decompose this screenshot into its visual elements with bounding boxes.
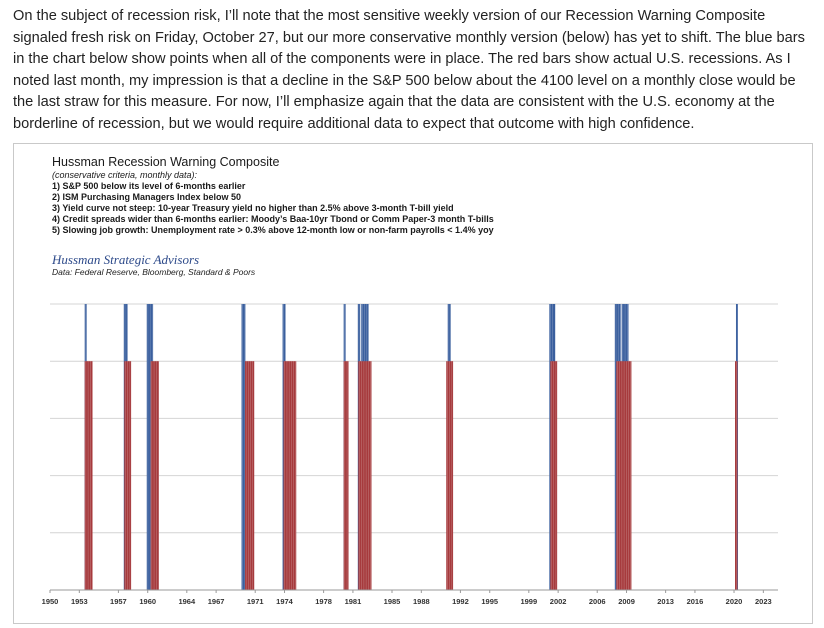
x-tick-label: 1964 xyxy=(178,597,196,606)
recession-chart xyxy=(14,144,812,623)
chart-panel xyxy=(13,143,813,624)
data-source: Data: Federal Reserve, Bloomberg, Standard & Poors xyxy=(52,267,256,277)
x-tick-label: 1957 xyxy=(110,597,127,606)
x-tick-label: 1999 xyxy=(520,597,538,606)
x-tick-label: 2023 xyxy=(754,597,772,606)
x-tick-label: 2006 xyxy=(588,597,606,606)
x-tick-label: 1992 xyxy=(452,597,469,606)
x-tick-label: 1967 xyxy=(207,597,225,606)
recession-bar xyxy=(358,361,371,590)
chart-title: Hussman Recession Warning Composite xyxy=(52,155,280,169)
x-tick-label: 2009 xyxy=(618,597,635,606)
criterion-4: 4) Credit spreads wider than 6-months earlier: Moody’s Baa-10yr Tbond or Comm Paper-3 month T-bills xyxy=(52,214,494,224)
criterion-1: 1) S&P 500 below its level of 6-months earlier xyxy=(52,181,246,191)
x-tick-label: 2020 xyxy=(725,597,743,606)
recession-bar xyxy=(284,361,297,590)
x-tick-label: 2013 xyxy=(657,597,674,606)
x-tick-label: 2016 xyxy=(686,597,704,606)
x-tick-label: 1988 xyxy=(412,597,430,606)
intro-paragraph: On the subject of recession risk, I’ll note that the most sensitive weekly version of our Recession Warning Composite signaled fresh risk on Friday, October 27, but our more conservative monthly version (below) has yet to shift. The blue bars in the chart below show points when all of the components were in place. The red bars show actual U.S. recessions. As I noted last month, my impression is that a decline in the S&P 500 below about the 4100 level on a monthly close would be the last straw for this measure. For now, I’ll emphasize again that the data are consistent with the U.S. economy at the borderline of recession, but we would require additional data to expect that outcome with high confidence. xyxy=(13,8,805,132)
x-tick-label: 2002 xyxy=(549,597,567,606)
x-tick-label: 1960 xyxy=(139,597,157,606)
x-tick-label: 1985 xyxy=(383,597,401,606)
criterion-5: 5) Slowing job growth: Unemployment rate > 0.3% above 12-month low or non-farm payrolls < 1.4% yoy xyxy=(52,225,494,235)
x-tick-label: 1971 xyxy=(246,597,264,606)
x-tick-label: 1950 xyxy=(41,597,59,606)
brand-name: Hussman Strategic Advisors xyxy=(52,252,200,267)
criterion-3: 3) Yield curve not steep: 10-year Treasury yield no higher than 2.5% above 3-month T-bill yield xyxy=(52,203,454,213)
x-tick-label: 1978 xyxy=(315,597,332,606)
x-tick-label: 1981 xyxy=(344,597,362,606)
x-tick-label: 1995 xyxy=(481,597,499,606)
criterion-2: 2) ISM Purchasing Managers Index below 50 xyxy=(52,192,242,202)
x-tick-label: 1974 xyxy=(276,597,293,606)
chart-subtitle: (conservative criteria, monthly data): xyxy=(52,170,198,180)
recession-bar xyxy=(344,361,349,590)
x-tick-label: 1953 xyxy=(70,597,88,606)
